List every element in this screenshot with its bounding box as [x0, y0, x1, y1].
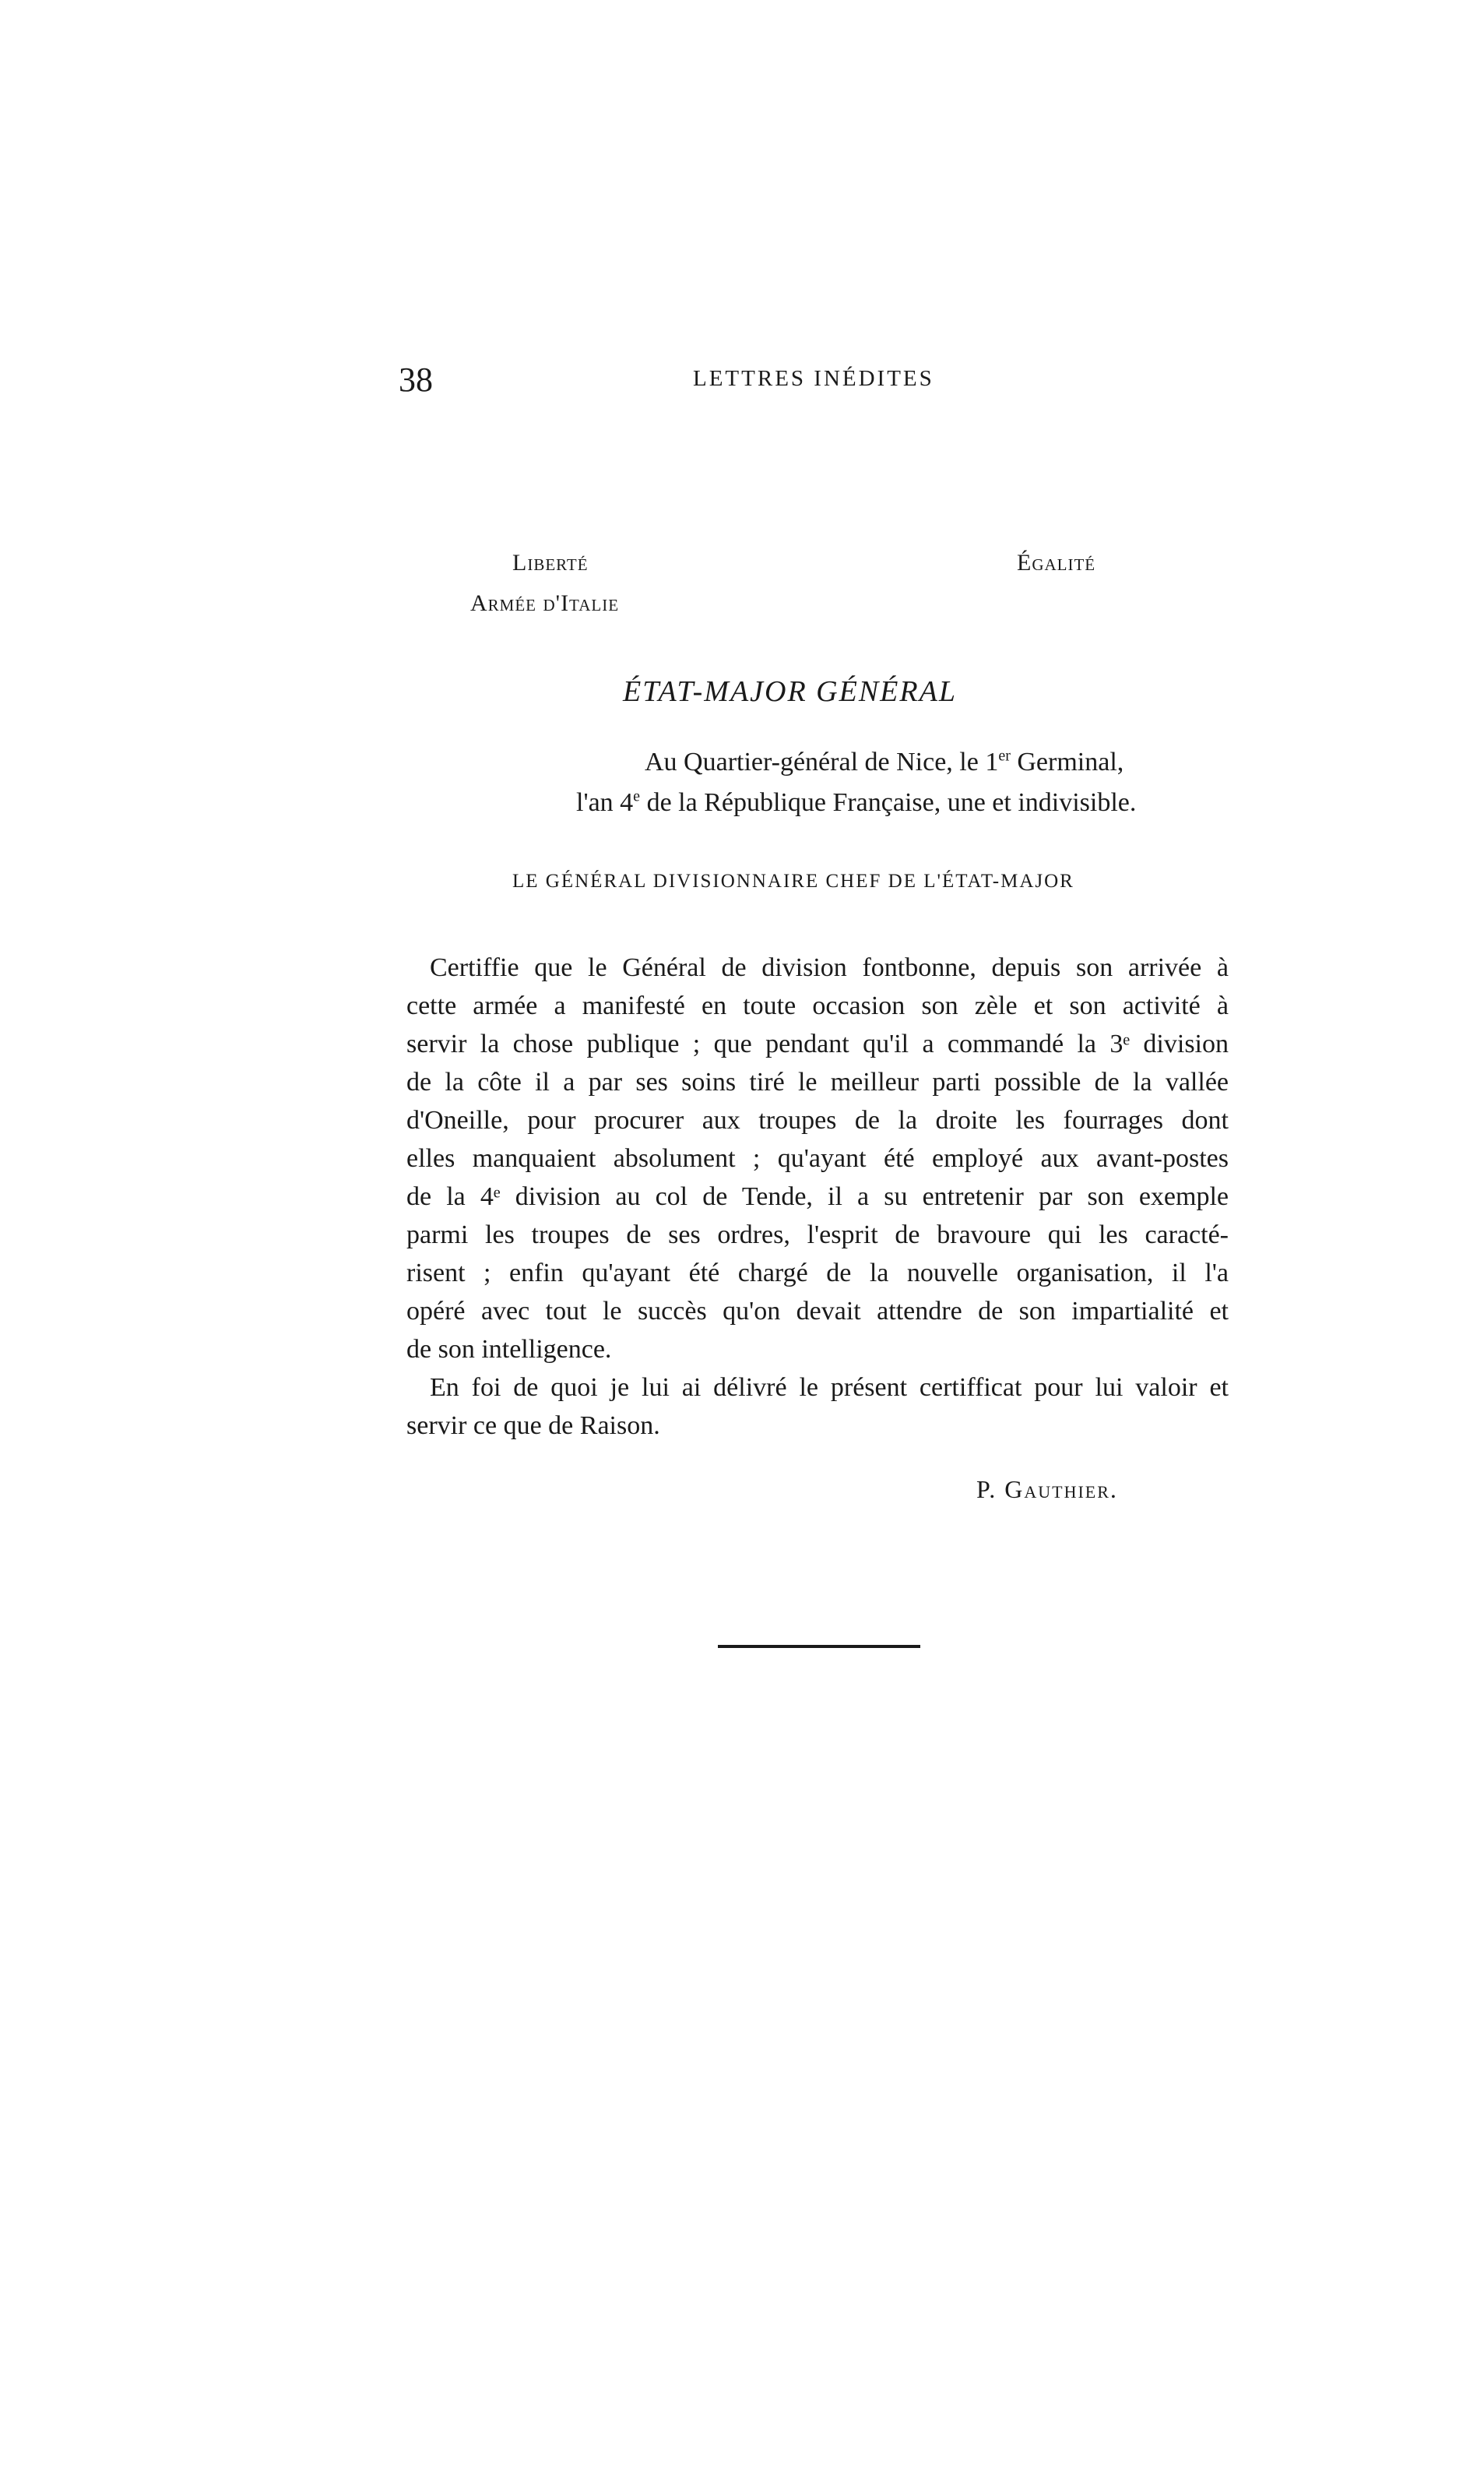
date-line-2-end: de la République Française, une et indivisible.: [640, 788, 1137, 817]
closing-rule: [718, 1645, 920, 1648]
body-line: d'Oneille, pour procurer aux troupes de la droite les fourrages dont: [406, 1106, 1229, 1135]
body-line: de la côte il a par ses soins tiré le meilleur parti possible de la vallée: [406, 1068, 1229, 1097]
body-line: parmi les troupes de ses ordres, l'esprit de bravoure qui les caracté-: [406, 1220, 1229, 1249]
army-name: Armée d'Italie: [470, 590, 620, 616]
body-line: risent ; enfin qu'ayant été chargé de la nouvelle organisation, il l'a: [406, 1259, 1229, 1287]
date-line-1: [645, 748, 1124, 777]
date-line-2-superscript: e: [633, 787, 641, 805]
signature: P. Gauthier.: [976, 1475, 1118, 1503]
body-line: elles manquaient absolument ; qu'ayant été employé aux avant-postes: [406, 1144, 1229, 1173]
body-line: de son intelligence.: [406, 1335, 612, 1364]
staff-title: ÉTAT-MAJOR GÉNÉRAL: [623, 675, 957, 708]
date-line-1-text: Au Quartier-général de Nice, le 1: [645, 748, 999, 776]
body-line: servir ce que de Raison.: [406, 1411, 660, 1440]
running-title: LETTRES INÉDITES: [693, 366, 934, 391]
body-line: opéré avec tout le succès qu'on devait attendre de son impartialité et: [406, 1297, 1229, 1326]
body-line: cette armée a manifesté en toute occasion son zèle et son activité à: [406, 991, 1229, 1020]
section-heading: LE GÉNÉRAL DIVISIONNAIRE CHEF DE L'ÉTAT-MAJOR: [512, 871, 1074, 892]
certificate-body: [406, 949, 1229, 1445]
page-number: 38: [399, 361, 433, 399]
date-line-2-text: l'an 4: [576, 788, 634, 817]
date-line-2: [576, 788, 1136, 818]
body-line: servir la chose publique ; que pendant qu'il a commandé la 3ᵉ division: [406, 1030, 1229, 1058]
date-line-1-superscript: er: [998, 747, 1011, 765]
motto-liberte: Liberté: [512, 550, 589, 576]
motto-egalite: Égalité: [1017, 550, 1096, 576]
body-line: En foi de quoi je lui ai délivré le présent certifficat pour lui valoir et: [430, 1373, 1229, 1402]
date-line-1-end: Germinal,: [1010, 748, 1124, 776]
body-line: de la 4ᵉ division au col de Tende, il a su entretenir par son exemple: [406, 1182, 1229, 1211]
body-line: Certiffie que le Général de division fontbonne, depuis son arrivée à: [430, 953, 1229, 982]
